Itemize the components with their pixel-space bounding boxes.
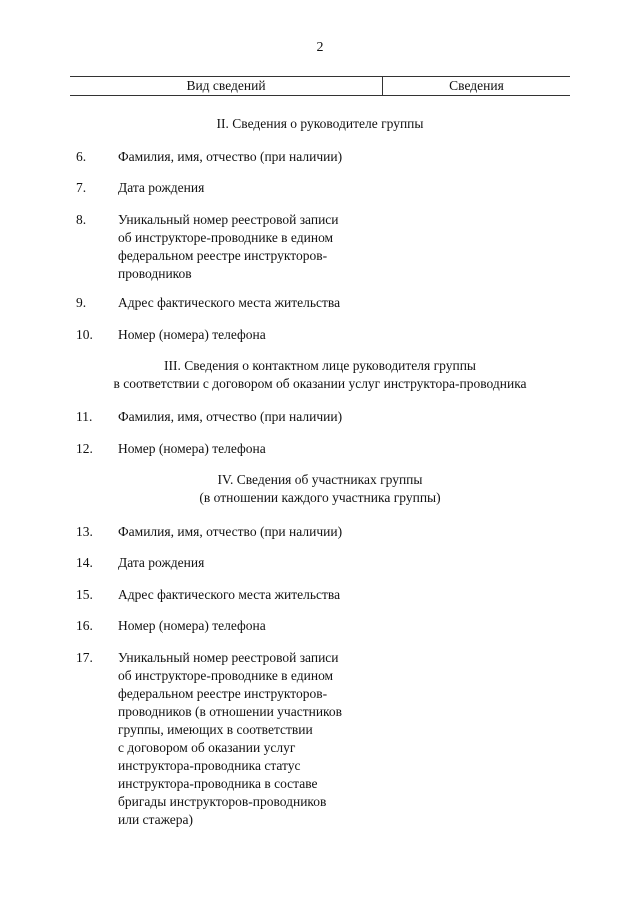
item-label [118,649,383,829]
item-label-line: об инструкторе-проводнике в едином [118,668,334,683]
section-title-ii [0,115,640,133]
section-title-line: III. Сведения о контактном лице руководителя группы [163,358,477,373]
section-title-line: IV. Сведения об участниках группы [217,472,423,487]
item-label-line: инструктора-проводника статус [118,758,301,773]
item-label-line: проводников (в отношении участников [118,704,343,719]
item-label-line: Дата рождения [118,555,205,570]
item-label-line: Фамилия, имя, отчество (при наличии) [118,409,343,424]
header-col-kind: Вид сведений [70,77,383,95]
item-label-line: Фамилия, имя, отчество (при наличии) [118,149,343,164]
item-number: 12. [76,441,93,456]
item-number: 10. [76,327,93,342]
item-number: 6. [76,149,87,164]
item-label [118,523,383,541]
item-label [118,294,383,312]
item-label-line: проводников [118,266,192,281]
item-label [118,440,383,458]
item-label-line: Адрес фактического места жительства [118,587,341,602]
item-label-line: федеральном реестре инструкторов- [118,686,328,701]
item-number: 16. [76,618,93,633]
item-label [118,179,383,197]
item-label-line: группы, имеющих в соответствии [118,722,313,737]
item-label-line: Номер (номера) телефона [118,441,266,456]
item-label [118,408,383,426]
table-header [70,76,570,96]
section-title-iv [0,471,640,507]
section-title-line: II. Сведения о руководителе группы [216,116,424,131]
item-number: 7. [76,180,87,195]
item-label [118,148,383,166]
item-label-line: Уникальный номер реестровой записи [118,212,339,227]
item-number: 13. [76,524,93,539]
item-number: 9. [76,295,87,310]
header-col-value: Сведения [449,78,504,93]
item-label-line: или стажера) [118,812,193,827]
item-label [118,554,383,572]
item-number: 15. [76,587,93,602]
item-label [118,586,383,604]
item-number: 11. [76,409,93,424]
item-label [118,211,383,283]
item-label-line: бригады инструкторов-проводников [118,794,327,809]
item-number: 14. [76,555,93,570]
section-title-line: (в отношении каждого участника группы) [199,490,441,505]
item-label-line: Адрес фактического места жительства [118,295,341,310]
item-label-line: с договором об оказании услуг [118,740,296,755]
section-title-line: в соответствии с договором об оказании услуг инструктора-проводника [113,376,527,391]
item-number: 17. [76,650,93,665]
item-label-line: инструктора-проводника в составе [118,776,318,791]
page-number: 2 [316,40,324,55]
item-label [118,617,383,635]
item-label [118,326,383,344]
item-label-line: федеральном реестре инструкторов- [118,248,328,263]
item-label-line: Номер (номера) телефона [118,327,266,342]
item-number: 8. [76,212,87,227]
item-label-line: Дата рождения [118,180,205,195]
item-label-line: Фамилия, имя, отчество (при наличии) [118,524,343,539]
item-label-line: Номер (номера) телефона [118,618,266,633]
item-label-line: об инструкторе-проводнике в едином [118,230,334,245]
item-label-line: Уникальный номер реестровой записи [118,650,339,665]
section-title-iii [0,357,640,393]
